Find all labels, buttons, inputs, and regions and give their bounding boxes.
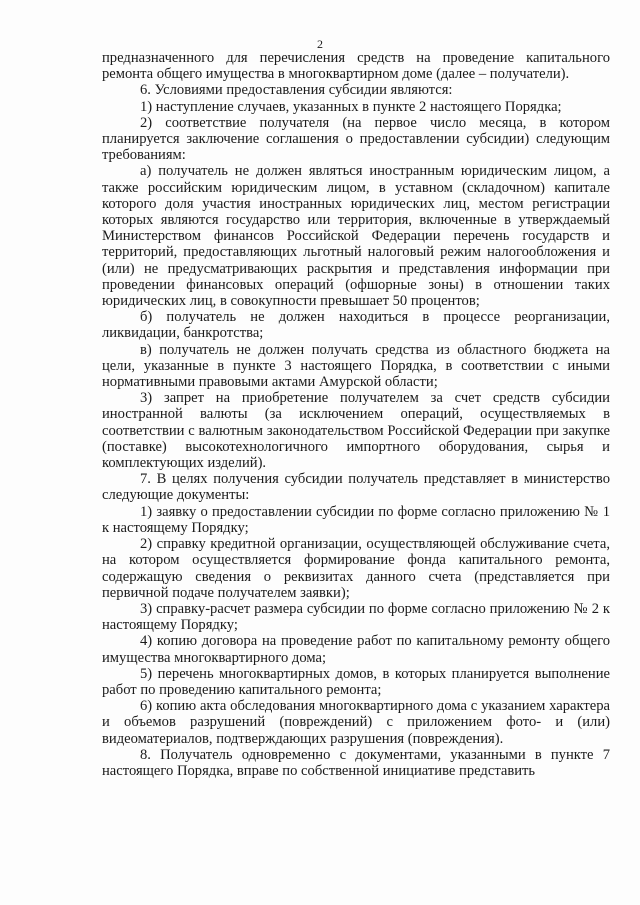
paragraph-clause-7-1: 1) заявку о предоставлении субсидии по форме согласно приложению № 1 к настоящему Порядку; [102,503,610,536]
paragraph-clause-6-2-a: а) получатель не должен являться иностранным юридическим лицом, а также российским юридическим лицом, в уставном (складочном) капитале которого доля участия иностранных юридических лиц, местом регистрации которых являются государство или территория, включенные в утверждаемый Министерством финансов Российской Федерации перечень государств и территорий, предоставляющих льготный налоговый режим налогообложения и (или) не предусматривающих раскрытия и представления информации при проведении финансовых операций (офшорные зоны) в отношении таких юридических лиц, в совокупности превышает 50 процентов; [102,163,610,310]
document-body [102,50,610,779]
paragraph-clause-7-2: 2) справку кредитной организации, осуществляющей обслуживание счета, на котором осуществляется формирование фонда капитального ремонта, содержащую сведения о реквизитах данного счета (представляется при первичной подаче получателем заявки); [102,536,610,601]
paragraph-clause-7-3: 3) справку-расчет размера субсидии по форме согласно приложению № 2 к настоящему Порядку; [102,600,610,634]
paragraph-clause-6-2: 2) соответствие получателя (на первое число месяца, в котором планируется заключение соглашения о предоставлении субсидии) следующим требованиям: [102,114,610,164]
paragraph-clause-8: 8. Получатель одновременно с документами, указанными в пункте 7 настоящего Порядка, вправе по собственной инициативе представить [102,746,610,779]
paragraph-clause-7-6: 6) копию акта обследования многоквартирного дома с указанием характера и объемов разрушений (повреждений) с приложением фото- и (или) видеоматериалов, подтверждающих разрушения (повреждения). [102,698,610,747]
paragraph-continuation: предназначенного для перечисления средств на проведение капитального ремонта общего имущества в многоквартирном доме (далее – получатели). [102,50,610,83]
paragraph-clause-6-3: 3) запрет на приобретение получателем за счет средств субсидии иностранной валюты (за исключением операций, осуществляемых в соответствии с валютным законодательством Российской Федерации при закупке (поставке) высокотехнологичного импортного оборудования, сырья и комплектующих изделий). [102,390,610,472]
paragraph-clause-6-1: 1) наступление случаев, указанных в пункте 2 настоящего Порядка; [140,98,562,115]
paragraph-clause-7: 7. В целях получения субсидии получатель представляет в министерство следующие документы: [102,471,610,504]
paragraph-clause-6-2-b: б) получатель не должен находиться в процессе реорганизации, ликвидации, банкротства; [102,309,610,342]
paragraph-clause-7-5: 5) перечень многоквартирных домов, в которых планируется выполнение работ по проведению капитального ремонта; [102,665,610,698]
page-number: 2 [317,37,323,51]
paragraph-clause-6: 6. Условиями предоставления субсидии являются: [140,82,453,99]
paragraph-clause-7-4: 4) копию договора на проведение работ по капитальному ремонту общего имущества многоквартирного дома; [102,633,610,666]
paragraph-clause-6-2-v: в) получатель не должен получать средства из областного бюджета на цели, указанные в пункте 3 настоящего Порядка, в соответствии с иными нормативными правовыми актами Амурской области; [102,341,610,391]
